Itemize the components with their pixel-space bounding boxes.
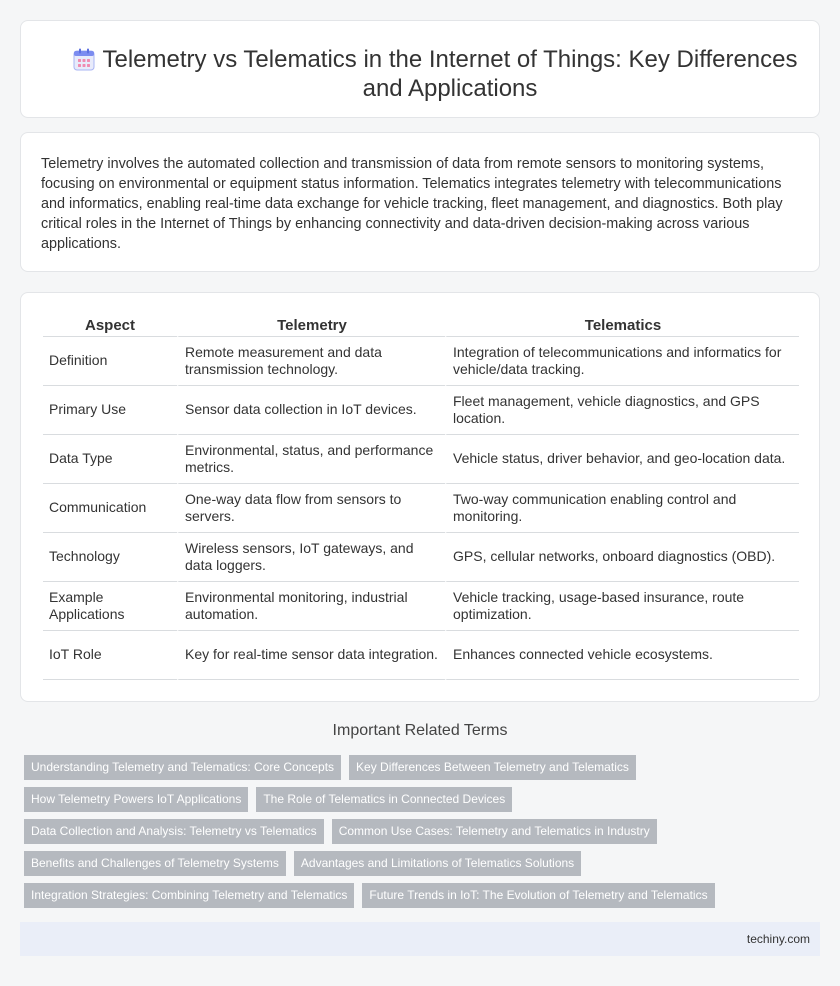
telemetry-cell: One-way data flow from sensors to servers. [177, 484, 445, 533]
calendar-grid-icon [71, 47, 97, 73]
related-terms-title: Important Related Terms [332, 722, 508, 739]
related-term-link[interactable]: How Telemetry Powers IoT Applications [24, 787, 248, 812]
header-telematics: Telematics [445, 315, 799, 337]
telemetry-cell: Remote measurement and data transmission technology. [177, 337, 445, 386]
telematics-cell: Fleet management, vehicle diagnostics, and GPS location. [445, 386, 799, 435]
intro-card [20, 132, 820, 272]
footer [20, 922, 820, 956]
aspect-cell: Definition [43, 337, 177, 386]
related-term-link[interactable]: Advantages and Limitations of Telematics Solutions [294, 851, 581, 876]
table-row [43, 435, 799, 484]
telematics-cell: Vehicle status, driver behavior, and geo-location data. [445, 435, 799, 484]
aspect-cell: IoT Role [43, 631, 177, 680]
related-term-link[interactable]: The Role of Telematics in Connected Devices [256, 787, 512, 812]
telematics-cell: Enhances connected vehicle ecosystems. [445, 631, 799, 680]
aspect-cell: Primary Use [43, 386, 177, 435]
comparison-card [20, 292, 820, 702]
header-card [20, 20, 820, 118]
table-row [43, 337, 799, 386]
page-title: Telemetry vs Telematics in the Internet of Things: Key Differences and Applications [102, 46, 798, 102]
related-term-link[interactable]: Common Use Cases: Telemetry and Telematics in Industry [332, 819, 657, 844]
related-term-link[interactable]: Data Collection and Analysis: Telemetry vs Telematics [24, 819, 324, 844]
telemetry-cell: Sensor data collection in IoT devices. [177, 386, 445, 435]
aspect-cell: Data Type [43, 435, 177, 484]
table-row [43, 582, 799, 631]
telematics-cell: GPS, cellular networks, onboard diagnostics (OBD). [445, 533, 799, 582]
comparison-table [43, 315, 799, 680]
aspect-cell: Example Applications [43, 582, 177, 631]
telemetry-cell: Environmental monitoring, industrial automation. [177, 582, 445, 631]
telemetry-cell: Environmental, status, and performance metrics. [177, 435, 445, 484]
related-term-link[interactable]: Key Differences Between Telemetry and Telematics [349, 755, 636, 780]
telematics-cell: Two-way communication enabling control and monitoring. [445, 484, 799, 533]
telematics-cell: Vehicle tracking, usage-based insurance, route optimization. [445, 582, 799, 631]
table-header-row [43, 315, 799, 337]
related-term-link[interactable]: Integration Strategies: Combining Telemetry and Telematics [24, 883, 354, 908]
tag-row [24, 787, 512, 812]
telemetry-cell: Key for real-time sensor data integration. [177, 631, 445, 680]
related-term-link[interactable]: Benefits and Challenges of Telemetry Systems [24, 851, 286, 876]
aspect-cell: Technology [43, 533, 177, 582]
tag-row [24, 851, 581, 876]
tag-row [24, 883, 715, 908]
related-term-link[interactable]: Understanding Telemetry and Telematics: Core Concepts [24, 755, 341, 780]
header-aspect: Aspect [43, 315, 177, 337]
footer-site-link[interactable]: techiny.com [746, 932, 810, 946]
table-row [43, 484, 799, 533]
table-row [43, 386, 799, 435]
table-row [43, 631, 799, 680]
telematics-cell: Integration of telecommunications and informatics for vehicle/data tracking. [445, 337, 799, 386]
tag-row [24, 755, 636, 780]
related-term-link[interactable]: Future Trends in IoT: The Evolution of Telemetry and Telematics [362, 883, 714, 908]
telemetry-cell: Wireless sensors, IoT gateways, and data loggers. [177, 533, 445, 582]
intro-text: Telemetry involves the automated collection and transmission of data from remote sensors to monitoring systems, focusing on environmental or equipment status information. Telematics integrates telemetry with telecommunications and informatics, enabling real-time data exchange for vehicle tracking, fleet management, and diagnostics. Both play critical roles in the Internet of Things by enhancing connectivity and data-driven decision-making across various applications. [41, 156, 783, 252]
aspect-cell: Communication [43, 484, 177, 533]
tag-row [24, 819, 657, 844]
header-telemetry: Telemetry [177, 315, 445, 337]
table-row [43, 533, 799, 582]
